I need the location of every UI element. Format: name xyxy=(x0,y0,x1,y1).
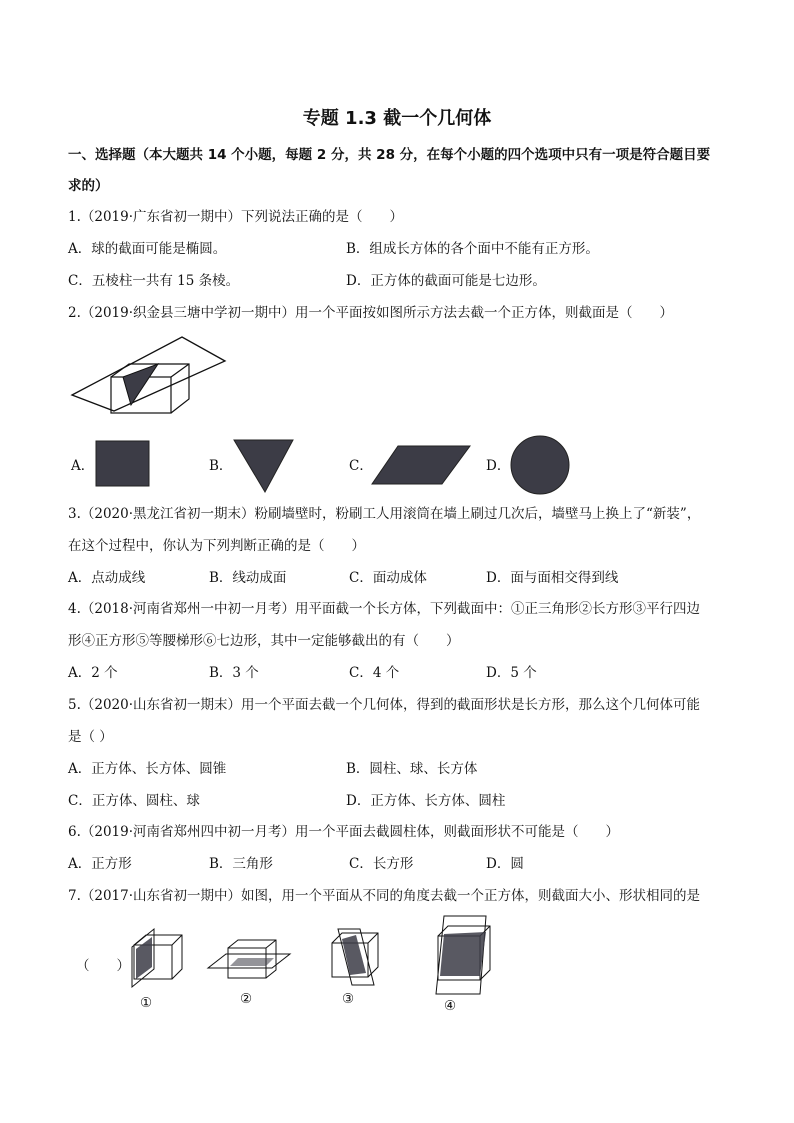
section-heading-line2: 求的） xyxy=(68,178,109,194)
q2-option-d-label[interactable]: D． xyxy=(486,458,511,474)
q7-label-2: ② xyxy=(240,991,253,1007)
q4-option-a[interactable]: A．2 个 xyxy=(68,665,118,681)
q1-option-b[interactable]: B．组成长方体的各个面中不能有正方形。 xyxy=(346,241,599,257)
q7-figure-1 xyxy=(124,925,184,991)
q7-label-4: ④ xyxy=(444,998,457,1014)
q7-answer-blank[interactable]: （ ） xyxy=(76,958,130,974)
q5-option-a[interactable]: A．正方体、长方体、圆锥 xyxy=(68,761,227,777)
q2-cube-section-figure xyxy=(70,335,230,415)
circle-icon xyxy=(509,434,571,496)
q5-stem-line1: 5.（2020·山东省初一期末）用一个平面去截一个几何体，得到的截面形状是长方形，那么这个几何体可能 xyxy=(68,697,701,713)
q6-option-a[interactable]: A．正方形 xyxy=(68,856,132,872)
q7-label-3: ③ xyxy=(342,991,355,1007)
q3-option-d[interactable]: D．面与面相交得到线 xyxy=(486,570,619,586)
q1-option-c[interactable]: C．五棱柱一共有 15 条棱。 xyxy=(68,273,240,289)
q4-stem-line2: 形④正方形⑤等腰梯形⑥七边形，其中一定能够截出的有（ ） xyxy=(68,633,460,649)
q4-option-d[interactable]: D．5 个 xyxy=(486,665,537,681)
q3-stem-line1: 3.（2020·黑龙江省初一期末）粉刷墙壁时，粉刷工人用滚筒在墙上刷过几次后，墙壁马上换上了“新装”， xyxy=(68,506,701,522)
q1-stem: 1.（2019·广东省初一期中）下列说法正确的是（ ） xyxy=(68,209,404,225)
q6-option-c[interactable]: C．长方形 xyxy=(349,856,414,872)
q3-option-a[interactable]: A．点动成线 xyxy=(68,570,146,586)
inverted-triangle-icon xyxy=(232,438,296,494)
q3-stem-line2: 在这个过程中，你认为下列判断正确的是（ ） xyxy=(68,538,365,554)
q6-option-d[interactable]: D．圆 xyxy=(486,856,524,872)
q6-option-b[interactable]: B．三角形 xyxy=(209,856,273,872)
q6-stem: 6.（2019·河南省郑州四中初一月考）用一个平面去截圆柱体，则截面形状不可能是（ ） xyxy=(68,824,620,840)
q5-stem-line2: 是（ ） xyxy=(68,729,113,745)
q1-option-a[interactable]: A．球的截面可能是椭圆。 xyxy=(68,241,227,257)
q7-figure-3 xyxy=(326,925,384,991)
q5-option-c[interactable]: C．正方体、圆柱、球 xyxy=(68,793,200,809)
q1-option-d[interactable]: D．正方体的截面可能是七边形。 xyxy=(346,273,546,289)
q2-option-b-label[interactable]: B． xyxy=(209,458,233,474)
q2-option-c-label[interactable]: C． xyxy=(349,458,373,474)
q3-option-c[interactable]: C．面动成体 xyxy=(349,570,427,586)
q4-option-b[interactable]: B．3 个 xyxy=(209,665,259,681)
q4-stem-line1: 4.（2018·河南省郑州一中初一月考）用平面截一个长方体，下列截面中：①正三角形②长方形③平行四边 xyxy=(68,601,701,617)
q4-option-c[interactable]: C．4 个 xyxy=(349,665,400,681)
q7-label-1: ① xyxy=(140,995,153,1011)
q7-stem: 7.（2017·山东省初一期中）如图，用一个平面从不同的角度去截一个正方体，则截面大小、形状相同的是 xyxy=(68,888,701,904)
q3-option-b[interactable]: B．线动成面 xyxy=(209,570,287,586)
section-heading-line1: 一、选择题（本大题共 14 个小题，每题 2 分，共 28 分，在每个小题的四个选项中只有一项是符合题目要 xyxy=(68,147,711,163)
q5-option-b[interactable]: B．圆柱、球、长方体 xyxy=(346,761,478,777)
q2-stem: 2.（2019·织金县三塘中学初一期中）用一个平面按如图所示方法去截一个正方体，则截面是（ ） xyxy=(68,305,674,321)
parallelogram-icon xyxy=(370,444,472,486)
q7-figure-4 xyxy=(430,914,498,996)
q2-option-a-label[interactable]: A． xyxy=(71,458,95,474)
q7-figure-2 xyxy=(206,934,292,986)
page-title: 专题 1.3 截一个几何体 xyxy=(302,108,492,129)
square-icon xyxy=(95,440,151,488)
q5-option-d[interactable]: D．正方体、长方体、圆柱 xyxy=(346,793,506,809)
